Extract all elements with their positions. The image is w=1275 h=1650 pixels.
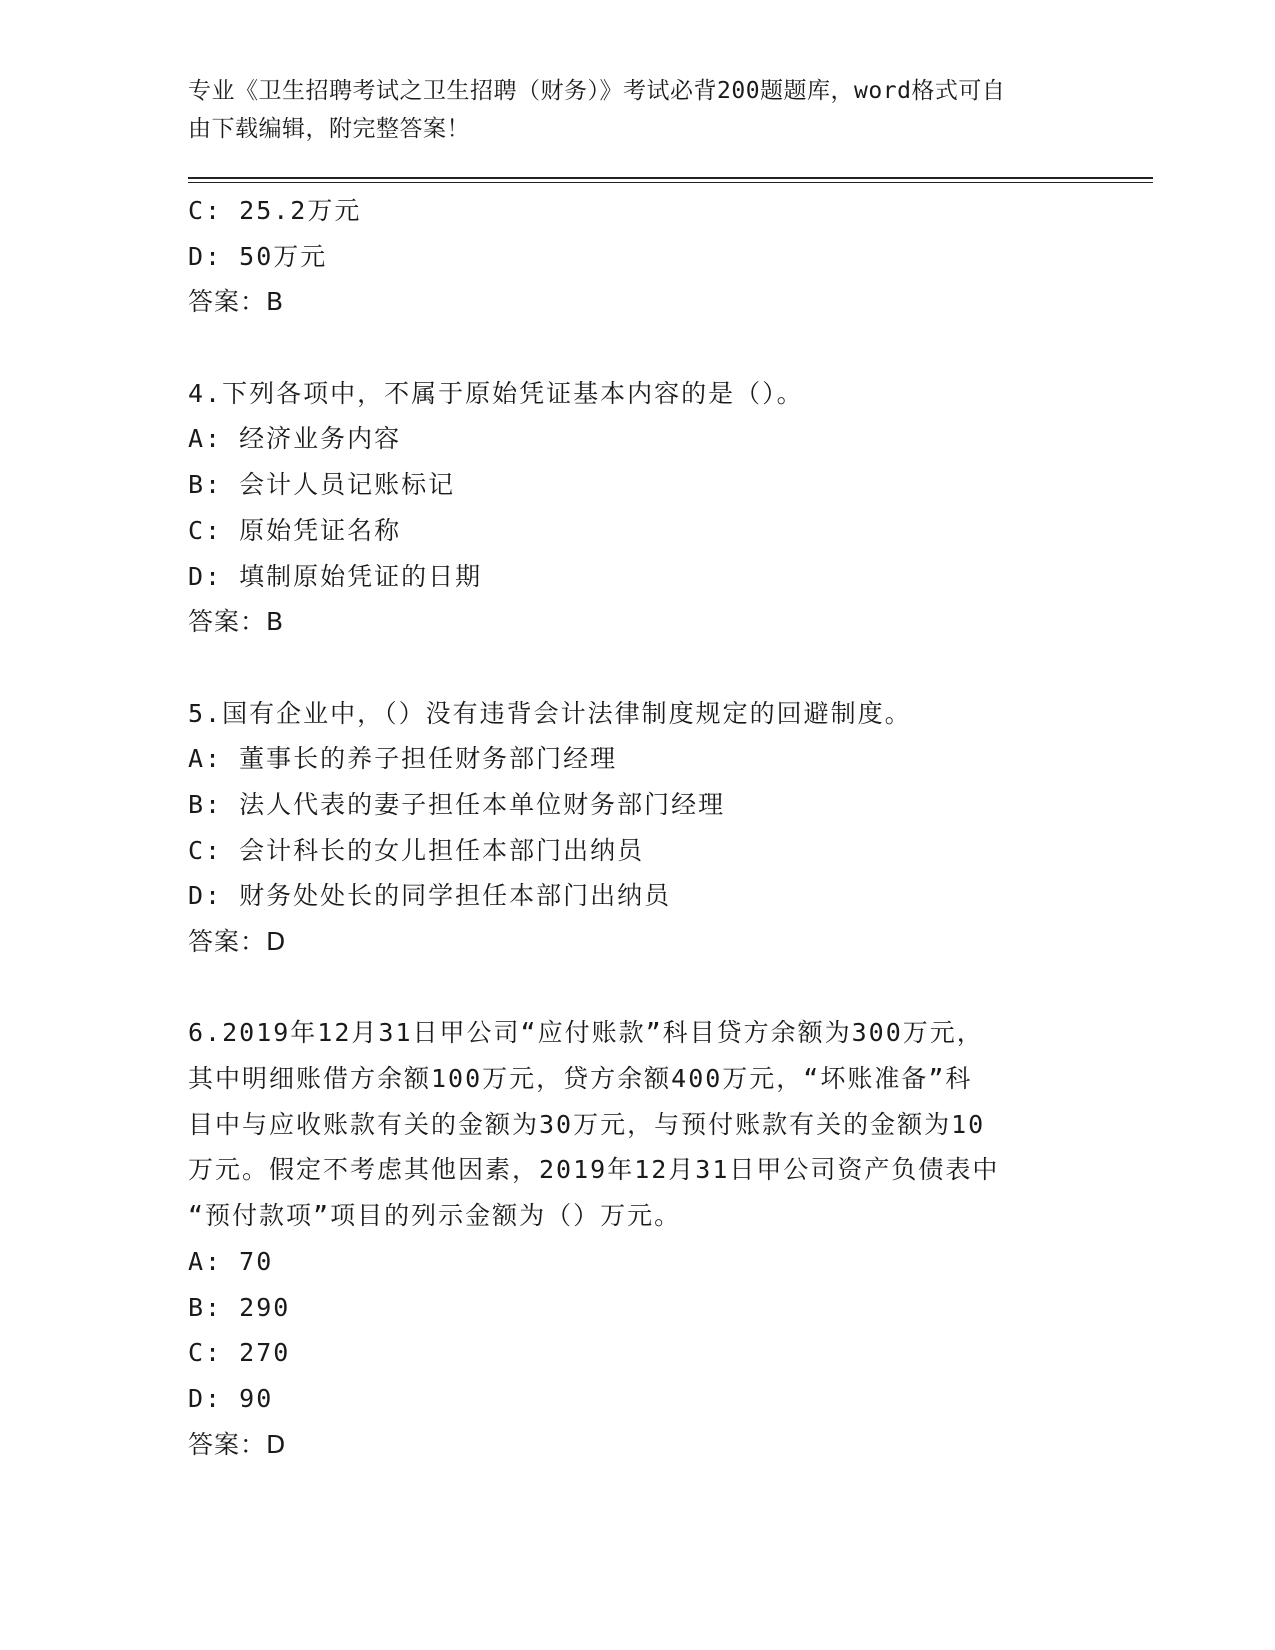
question-stem: 4.下列各项中，不属于原始凭证基本内容的是（）。 xyxy=(188,378,804,408)
spacer xyxy=(188,965,1088,1011)
option-b: B: 290 xyxy=(188,1292,291,1322)
spacer xyxy=(188,645,1088,691)
answer-line: 答案：B xyxy=(188,287,285,317)
option-d: D: 50万元 xyxy=(188,241,328,271)
prev-question-block xyxy=(188,188,1088,325)
question-stem-line-3: 目中与应收账款有关的金额为30万元，与预付账款有关的金额为10 xyxy=(188,1109,986,1139)
header-rule-thin xyxy=(188,182,1153,183)
question-stem: 5.国有企业中，（）没有违背会计法律制度规定的回避制度。 xyxy=(188,698,912,728)
option-c: C: 270 xyxy=(188,1338,291,1368)
option-a: A: 董事长的养子担任财务部门经理 xyxy=(188,744,618,774)
spacer xyxy=(188,325,1088,371)
answer-line: 答案：B xyxy=(188,607,285,637)
question-stem-line-5: “预付款项”项目的列示金额为（）万元。 xyxy=(188,1201,682,1231)
question-list xyxy=(188,188,1088,1467)
option-c: C: 会计科长的女儿担任本部门出纳员 xyxy=(188,835,645,865)
option-d: D: 财务处处长的同学担任本部门出纳员 xyxy=(188,881,672,911)
document-header xyxy=(188,72,1068,148)
answer-line: 答案：D xyxy=(188,927,287,956)
header-line-2: 由下载编辑，附完整答案！ xyxy=(188,116,470,142)
option-a: A: 经济业务内容 xyxy=(188,424,402,454)
option-d: D: 90 xyxy=(188,1383,274,1413)
option-c: C: 25.2万元 xyxy=(188,196,362,225)
question-block xyxy=(188,371,1088,645)
option-a: A: 70 xyxy=(188,1246,274,1276)
question-block xyxy=(188,691,1088,965)
option-b: B: 会计人员记账标记 xyxy=(188,470,456,500)
option-d: D: 填制原始凭证的日期 xyxy=(188,561,483,591)
option-b: B: 法人代表的妻子担任本单位财务部门经理 xyxy=(188,789,726,819)
question-stem-line-1: 6.2019年12月31日甲公司“应付账款”科目贷方余额为300万元， xyxy=(188,1018,984,1048)
question-stem-line-2: 其中明细账借方余额100万元，贷方余额400万元，“坏账准备”科 xyxy=(188,1064,973,1094)
question-stem-line-4: 万元。假定不考虑其他因素，2019年12月31日甲公司资产负债表中 xyxy=(188,1155,1000,1185)
question-block xyxy=(188,1010,1088,1467)
header-rule-thick xyxy=(188,177,1153,179)
header-line-1: 专业《卫生招聘考试之卫生招聘（财务）》考试必背200题题库，word格式可自 xyxy=(188,78,1006,104)
answer-line: 答案：D xyxy=(188,1429,287,1459)
option-c: C: 原始凭证名称 xyxy=(188,515,402,545)
